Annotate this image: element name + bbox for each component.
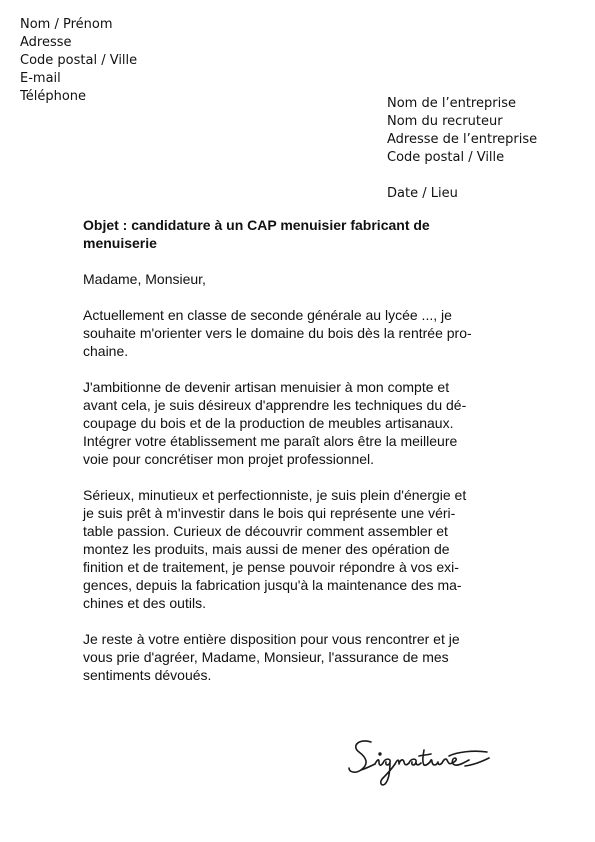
recipient-postal-city: Code postal / Ville (387, 150, 505, 165)
sender-phone: Téléphone (20, 89, 87, 104)
sender-email: E-mail (20, 71, 61, 86)
date-place: Date / Lieu (387, 186, 458, 201)
sender-name: Nom / Prénom (20, 17, 113, 32)
handwritten-signature (345, 732, 495, 797)
sender-address: Adresse (20, 35, 72, 50)
letter-paragraph: J'ambitionne de devenir artisan menuisier à mon compte et avant cela, je suis désireux d'apprendre les techniques du dé- coupage du bois et de la production de meubles artisanaux. Intégrer votre établissement me paraît alors être la meilleure voie pour concrétiser mon projet professionnel. (83, 379, 467, 467)
letter-subject: Objet : candidature à un CAP menuisier fabricant de menuiserie (83, 217, 430, 251)
recipient-block (387, 95, 537, 203)
letter-paragraph: Actuellement en classe de seconde générale au lycée ..., je souhaite m'orienter vers le domaine du bois dès la rentrée pro- chaine. (83, 307, 472, 359)
recipient-recruiter: Nom du recruteur (387, 114, 503, 129)
recipient-company-address: Adresse de l’entreprise (387, 132, 538, 147)
sender-postal-city: Code postal / Ville (20, 53, 138, 68)
signature-graphic (345, 732, 495, 792)
letter-salutation: Madame, Monsieur, (83, 271, 206, 287)
recipient-company: Nom de l’entreprise (387, 96, 516, 111)
letter-paragraph: Sérieux, minutieux et perfectionniste, je suis plein d'énergie et je suis prêt à m'investir dans le bois qui représente une véri- table passion. Curieux de découvrir comment assembler et montez les produits, mais aussi de mener des opération de finition et de traitement, je pense pouvoir répondre à vos exi- gences, depuis la fabrication jusqu'à la maintenance des ma- chines et des outils. (83, 487, 467, 611)
letter-paragraph: Je reste à votre entière disposition pour vous rencontrer et je vous prie d'agréer, Madame, Monsieur, l'assurance de mes sentiments dévoués. (83, 631, 460, 683)
letter-body (83, 216, 503, 702)
sender-block (20, 16, 137, 106)
